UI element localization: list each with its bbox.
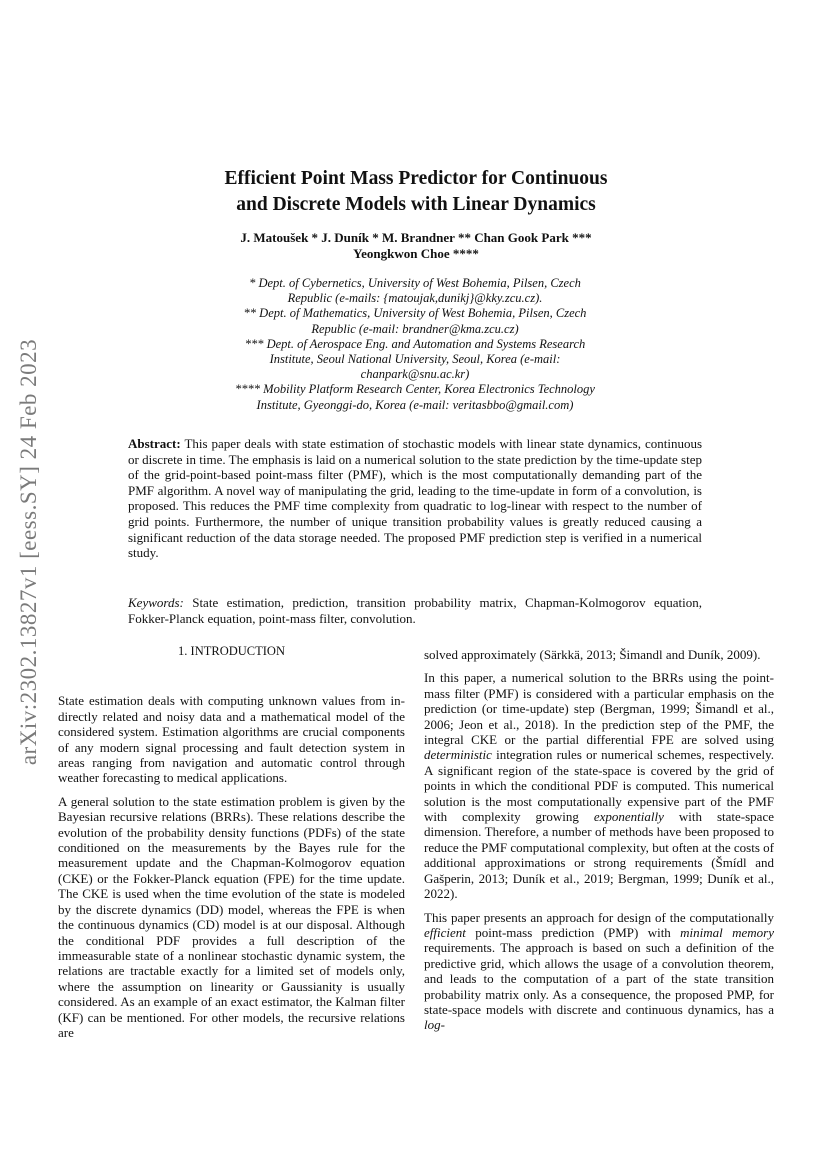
keywords-text: State estimation, prediction, transition probability matrix, Chapman-Kolmogorov equation, Fokker-Planck equation, point-mass filter, convolution. [128,595,702,626]
title-line-2: and Discrete Models with Linear Dynamics [236,194,596,215]
arxiv-stamp [14,338,44,766]
affiliation-line: Republic (e-mail: brandner@kma.zcu.cz) [311,321,519,336]
paragraph: State estimation deals with computing unknown values from in-directly related and noisy data and a mathematical model of the considered system. Estimation algorithms are crucial components of any modern signal processing and fault detection system in areas ranging from navigation and automatic control through weather forecasting to medical applications. [58,693,405,786]
affiliation-line: Republic (e-mails: {matoujak,dunikj}@kky.zcu.cz). [287,291,543,306]
paragraph-text: with state-space dimension. Therefore, a number of methods have been proposed to reduce the PMF computational complexity, but often at the costs of additional approximations or strong requirements (Šmídl and Gašperin, 2013; Duník et al., 2019; Bergman, 1999; Duník et al., 2022). [424,809,774,902]
affiliation-line: chanpark@snu.ac.kr) [360,367,470,382]
left-column [58,644,405,1048]
affiliation-line: Institute, Seoul National University, Seoul, Korea (e-mail: [269,352,561,367]
abstract [128,436,702,561]
abstract-label: Abstract: [128,436,181,451]
affiliation-line: Institute, Gyeonggi-do, Korea (e-mail: veritasbbo@gmail.com) [256,397,574,412]
paper-title [130,166,702,218]
affiliation-line: ** Dept. of Mathematics, University of West Bohemia, Pilsen, Czech [243,306,587,321]
arxiv-stamp-text: arXiv:2302.13827v1 [eess.SY] 24 Feb 2023 [16,338,41,766]
emphasis: log- [424,1017,445,1033]
affiliation-line: *** Dept. of Aerospace Eng. and Automation and Systems Research [244,336,586,351]
right-column [424,647,774,1041]
author-list [130,230,702,262]
title-line-1: Efficient Point Mass Predictor for Continuous [224,168,608,189]
paragraph-text: This paper presents an approach for design of the computationally [424,909,774,925]
affiliation-line: * Dept. of Cybernetics, University of West Bohemia, Pilsen, Czech [249,276,581,290]
paragraph: A general solution to the state estimation problem is given by the Bayesian recursive relations (BRRs). These relations describe the evolution of the probability density functions (PDFs) of the state conditioned on the measurements by the Bayes rule for the measurement update and the Chapman-Kolmogorov equation (CKE) or the Fokker-Planck equation (FPE) for the time update. The CKE is used when the time evolution of the state is modeled by the discrete dynamics (DD) model, whereas the FPE is when the continuous dynamics (CD) model is at our disposal. Although the conditional PDF provides a full description of the immeasurable state of a nonlinear stochastic dynamic system, the relations are tractable exactly for a limited set of models only, where the assumption on linearity or Gaussianity is usually considered. As an example of an exact estimator, the Kalman filter (KF) can be mentioned. For other models, the recursive relations are [58,793,405,1040]
paragraph-text: In this paper, a numerical solution to the BRRs using the point-mass filter (PMF) is considered with a particular emphasis on the prediction (or time-update) step (Bergman, 1999; Šimandl et al., 2006; Jeon et al., 2018). In the prediction step of the PMF, the integral CKE or the partial differential FPE are solved using [424,670,774,748]
authors-line-2: Yeongkwon Choe **** [353,246,479,261]
section-heading: 1. INTRODUCTION [178,644,285,658]
abstract-text: This paper deals with state estimation of stochastic models with linear state dynamics, continuous or discrete in time. The emphasis is laid on a numerical solution to the state prediction by the time-update step of the grid-point-based point-mass filter (PMF), which is the most computationally demanding part of the PMF algorithm. A novel way of manipulating the grid, leading to the time-update in form of a convolution, is proposed. This reduces the PMF time complexity from quadratic to log-linear with respect to the number of grid points. Furthermore, the number of unique transition probability values is greatly reduced causing a significant reduction of the data storage needed. The proposed PMF prediction step is verified in a numerical study. [128,436,702,561]
paragraph [424,910,774,1033]
paragraph-text: requirements. The approach is based on such a definition of the predictive grid, which allows the usage of a convolution theorem, and leads to the computation of a part of the state transition probability matrix only. As a consequence, the proposed PMP, for state-space models with discrete and continuous dynamics, has a [424,940,774,1017]
emphasis: deterministic [424,747,492,763]
paragraph [424,670,774,901]
affiliations [190,276,640,413]
keywords [128,595,702,626]
affiliation-line: **** Mobility Platform Research Center, Korea Electronics Technology [235,382,595,397]
authors-line-1: J. Matoušek * J. Duník * M. Brandner ** Chan Gook Park *** [240,230,592,245]
paragraph-text: integration rules or numerical schemes, respectively. A significant region of the state-space is covered by the grid of points in which the conditional PDF is computed. This numerical solution is the most computationally expensive part of the PMF with complexity growing [424,747,774,825]
keywords-label: Keywords: [128,595,184,610]
emphasis: exponentially [593,809,664,825]
paragraph: solved approximately (Särkkä, 2013; Šimandl and Duník, 2009). [424,647,761,662]
paragraph-text: point-mass prediction (PMP) with [465,924,681,940]
emphasis: efficient [424,924,466,940]
emphasis: minimal memory [680,924,774,940]
